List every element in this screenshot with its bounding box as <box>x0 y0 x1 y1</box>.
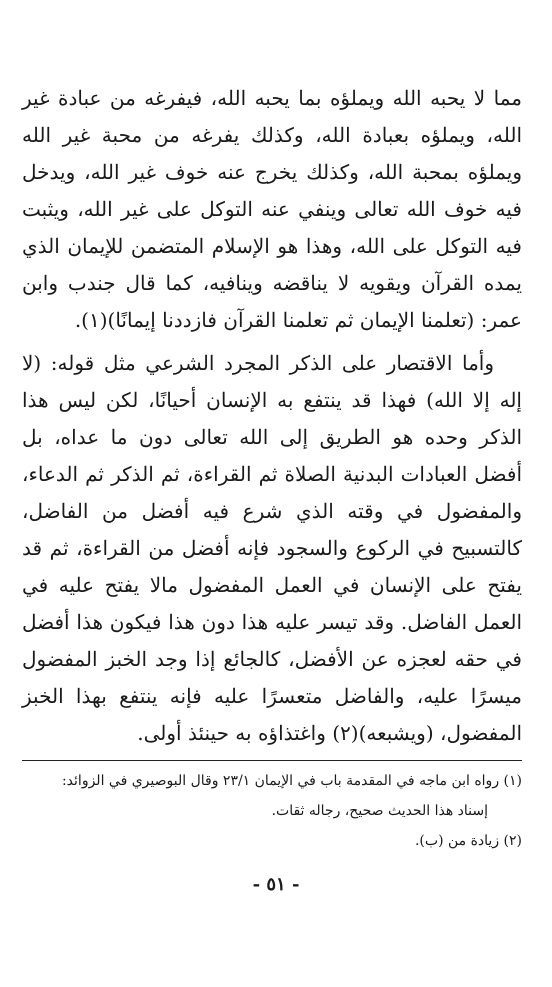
paragraph-1: مما لا يحبه الله ويملؤه بما يحبه الله، فيفرغه من عبادة غير الله، ويملؤه بعبادة الله، وكذلك يفرغه من محبة غير الله ويملؤه بمحبة الله، وكذلك يخرج عنه خوف غير الله، ويدخل فيه خوف الله تعالى وينفي عنه التوكل على غير الله، ويثبت فيه التوكل على الله، وهذا هو الإسلام المتضمن للإيمان الذي يمده القرآن ويقويه لا يناقضه وينافيه، كما قال جندب وابن عمر: (تعلمنا الإيمان ثم تعلمنا القرآن فازددنا إيمانًا)(١). <box>22 86 522 332</box>
page-number: - ٥١ - <box>252 874 300 895</box>
footnote-1-continuation: إسناد هذا الحديث صحيح، رجاله ثقات. <box>271 803 488 819</box>
main-text <box>22 80 522 752</box>
footnotes <box>22 766 522 856</box>
footnote-1: (١) رواه ابن ماجه في المقدمة باب في الإيمان ٢٣/١ وقال البوصيري في الزوائد: <box>61 773 522 789</box>
paragraph-2: وأما الاقتصار على الذكر المجرد الشرعي مثل قوله: (لا إله إلا الله) فهذا قد ينتفع به الإنسان أحيانًا، لكن ليس هذا الذكر وحده هو الطريق إلى الله تعالى دون ما عداه، بل أفضل العبادات البدنية الصلاة ثم القراءة، ثم الذكر ثم الدعاء، والمفضول في وقته الذي شرع فيه أفضل من الفاضل، كالتسبيح في الركوع والسجود فإنه أفضل من القراءة، ثم قد يفتح على الإنسان في العمل المفضول مالا يفتح عليه في العمل الفاضل. وقد تيسر عليه هذا دون هذا فيكون هذا أفضل في حقه لعجزه عن الأفضل، كالجائع إذا وجد الخبز المفضول ميسرًا عليه، والفاضل متعسرًا عليه فإنه ينتفع بهذا الخبز المفضول، (ويشبعه)(٢) واغتذاؤه به حينئذ أولى. <box>22 351 522 745</box>
footnote-2: (٢) زيادة من (ب). <box>414 833 522 849</box>
footnote-separator <box>22 760 522 761</box>
